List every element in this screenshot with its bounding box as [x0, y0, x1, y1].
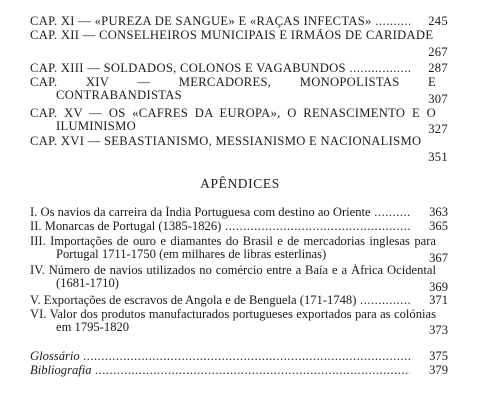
toc-entry-appendix-iv [30, 264, 448, 294]
toc-entry-page: 375 [429, 349, 448, 363]
toc-entry-page: 369 [429, 280, 448, 294]
toc-entry-appendix-i [30, 206, 448, 219]
toc-entry-title: III. Importações de ouro e diamantes do Brasil e de mercadorias inglesas para Portugal 1711-1750 (em milhares de libras esterlinas) [30, 235, 436, 261]
toc-entry-title: IV. Número de navios utilizados no comércio entre a Baía e a África Ocidental (1681-1710) [30, 264, 436, 290]
toc-entry-page: 373 [429, 323, 448, 337]
toc-entry-page: 307 [428, 92, 448, 106]
toc-entry-chapter-xiii [30, 62, 448, 75]
toc-entry-title: V. Exportações de escravos de Angola e de Benguela (171-1748) ..... [30, 294, 410, 307]
toc-entry-appendix-ii [30, 220, 448, 233]
toc-entry-page: 327 [428, 122, 448, 136]
toc-entry-chapter-xi [30, 15, 448, 28]
toc-entry-appendix-iii [30, 235, 448, 265]
toc-entry-page: 287 [428, 61, 448, 75]
toc-entry-title: CAP. XIV — MERCADORES, MONOPOLISTAS E CONTRABANDISTAS [30, 76, 436, 102]
toc-entry-page: 245 [428, 14, 448, 28]
toc-entry-glossary [30, 350, 448, 363]
toc-entry-chapter-xiv [30, 76, 448, 106]
toc-entry-title: CAP. XI — «PUREZA DE SANGUE» E «RAÇAS INFECTAS» ..... [30, 15, 410, 28]
toc-entry-title: CAP. XIII — SOLDADOS, COLONOS E VAGABUNDOS ..... [30, 62, 410, 75]
toc-entry-title: CAP. XV — OS «CAFRES DA EUROPA», O RENASCIMENTO E O ILUMINISMO [30, 107, 436, 133]
toc-entry-title: II. Monarcas de Portugal (1385-1826) ..... [30, 220, 410, 233]
toc-entry-page: 365 [429, 219, 448, 233]
toc-entry-page: 267 [428, 45, 448, 59]
toc-entry-title: VI. Valor dos produtos manufacturados portugueses exportados para as colónias em 1795-1820 [30, 308, 436, 334]
toc-entry-page: 363 [429, 205, 448, 219]
toc-entry-bibliography [30, 364, 448, 377]
toc-entry-appendix-v [30, 294, 448, 307]
toc-entry-chapter-xv [30, 107, 448, 136]
toc-entry-appendix-vi [30, 308, 448, 337]
toc-entry-title: CAP. XII — CONSELHEIROS MUNICIPAIS E IRMÃOS DE CARIDADE [30, 29, 434, 42]
toc-entry-title: Glossário ..... [30, 350, 410, 363]
toc-entry-chapter-xvi [30, 135, 448, 164]
toc-entry-page: 371 [429, 293, 448, 307]
toc-entry-page: 351 [428, 150, 448, 164]
toc-entry-page: 379 [429, 363, 448, 377]
toc-entry-title: I. Os navios da carreira da Índia Portuguesa com destino ao Oriente ..... [30, 206, 410, 219]
appendix-heading: APÊNDICES [200, 176, 280, 191]
toc-entry-title: CAP. XVI — SEBASTIANISMO, MESSIANISMO E NACIONALISMO [30, 135, 422, 148]
toc-entry-page: 367 [429, 251, 448, 265]
toc-entry-title: Bibliografia ..... [30, 364, 410, 377]
toc-entry-chapter-xii [30, 29, 448, 59]
